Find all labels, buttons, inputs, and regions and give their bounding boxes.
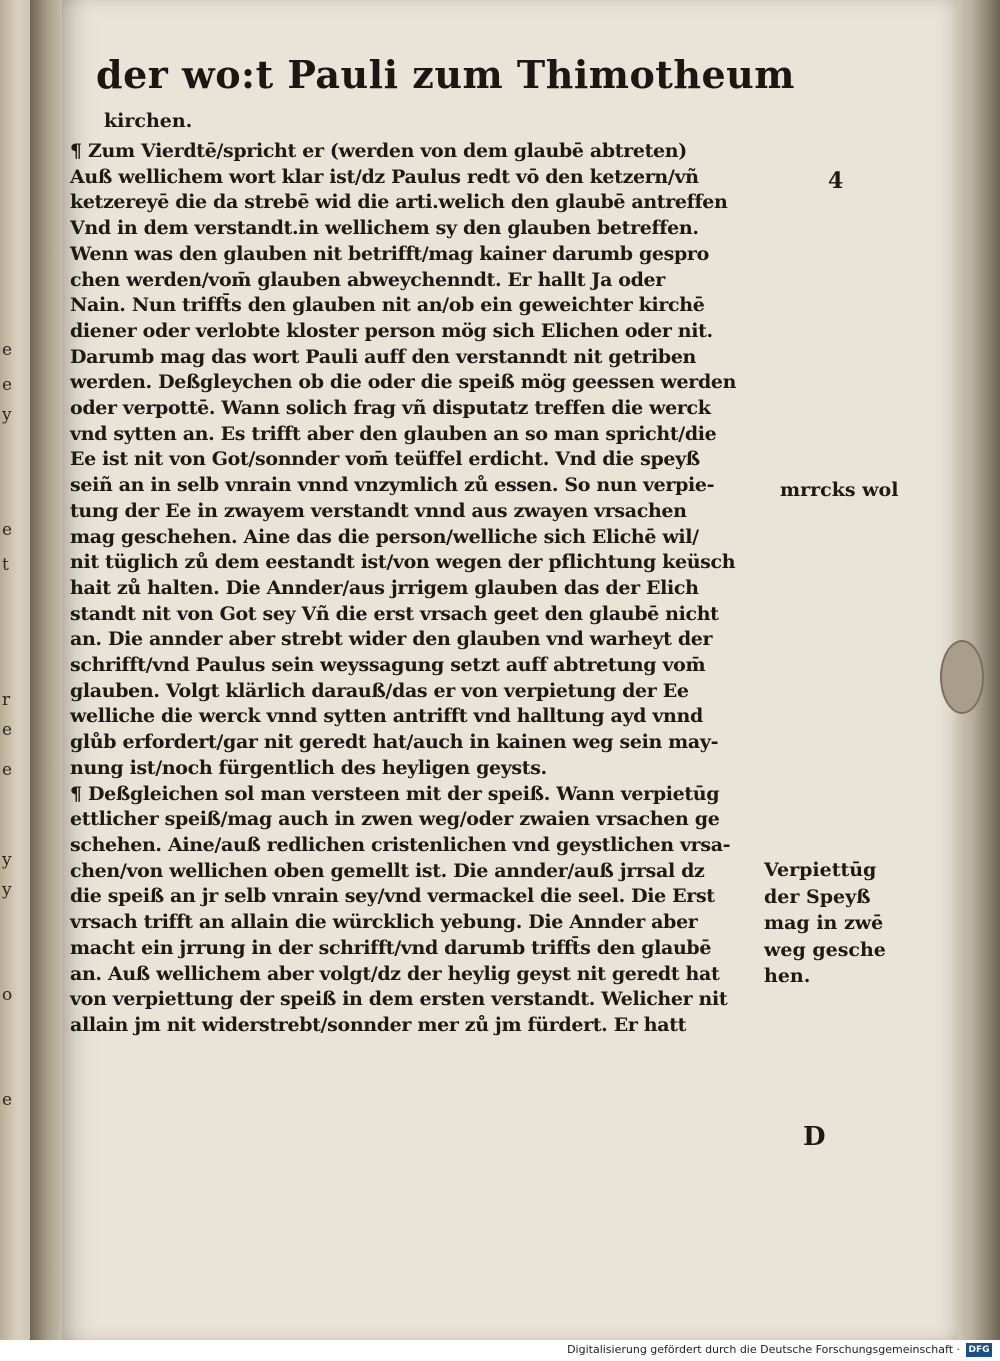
body-text-block bbox=[70, 139, 770, 1039]
body-line: nit tüglich zů dem eestandt ist/von wegen der pflichtung keüsch bbox=[70, 551, 736, 574]
body-line: welliche die werck vnnd sytten antrifft vnd halltung ayd vnnd bbox=[70, 705, 703, 728]
body-line: Darumb mag das wort Pauli auff den verstanndt nit getriben bbox=[70, 345, 697, 368]
body-line: seiñ an in selb vnrain vnnd vnzymlich zů essen. So nun verpie- bbox=[70, 474, 715, 497]
body-line: Ee ist nit von Got/sonnder vom̄ teüffel erdicht. Vnd die speyß bbox=[70, 448, 700, 471]
body-line: Wenn was den glauben nit betrifft/mag kainer darumb gespro bbox=[70, 242, 709, 265]
marginal-note-line: mrrcks wol bbox=[780, 479, 899, 501]
footer-credit: Digitalisierung gefördert durch die Deutsche Forschungsgemeinschaft · bbox=[567, 1343, 960, 1356]
body-line: standt nit von Got sey Vñ die erst vrsach geet den glaubē nicht bbox=[70, 602, 719, 625]
facing-page-fragment: r bbox=[2, 690, 11, 710]
facing-page-fragment: e bbox=[2, 1090, 13, 1110]
body-line: ¶ Zum Vierdtē/spricht er (werden von dem glaubē abtreten) bbox=[70, 140, 687, 162]
marginal-note-line: hen. bbox=[764, 965, 811, 987]
body-line: von verpiettung der speiß in dem ersten verstandt. Welicher nit bbox=[70, 988, 728, 1011]
body-line: Vnd in dem verstandt.in wellichem sy den glauben betreffen. bbox=[70, 217, 699, 240]
body-line: oder verpottē. Wann solich frag vñ disputatz treffen die werck bbox=[70, 397, 711, 420]
body-line: nung ist/noch fürgentlich des heyligen geysts. bbox=[70, 756, 547, 779]
page-clasp bbox=[940, 640, 984, 714]
signature-letter: D bbox=[803, 1122, 826, 1152]
facing-page-fragment: e bbox=[2, 375, 13, 395]
marginal-note-1 bbox=[780, 477, 898, 504]
dfg-logo: DFG bbox=[966, 1343, 992, 1357]
body-line: tung der Ee in zwayem verstandt vnnd aus zwayen vrsachen bbox=[70, 499, 687, 522]
marginal-note-2 bbox=[764, 857, 886, 990]
body-line: vnd sytten an. Es trifft aber den glauben an so man spricht/die bbox=[70, 422, 717, 445]
body-line: Nain. Nun trifft̄s den glauben nit an/ob ein geweichter kirchē bbox=[70, 294, 705, 317]
body-line: hait zů halten. Die Annder/aus jrrigem glauben das der Elich bbox=[70, 576, 699, 599]
body-line: glůb erfordert/gar nit geredt hat/auch in kainen weg sein may- bbox=[70, 731, 719, 754]
facing-page-edge bbox=[0, 0, 30, 1345]
body-line: ettlicher speiß/mag auch in zwen weg/oder zwaien vrsachen ge bbox=[70, 808, 720, 831]
facing-page-fragment: t bbox=[2, 555, 9, 575]
body-line: an. Auß wellichem aber volgt/dz der heylig geyst nit geredt hat bbox=[70, 962, 720, 985]
marginal-note-line: der Speyß bbox=[764, 885, 871, 908]
facing-page-fragment: y bbox=[2, 405, 12, 425]
marginal-note-line: mag in zwē bbox=[764, 912, 884, 934]
body-line: die speiß an jr selb vnrain sey/vnd vermackel die seel. Die Erst bbox=[70, 885, 715, 908]
facing-page-fragment: o bbox=[2, 985, 13, 1005]
facing-page-fragment: e bbox=[2, 760, 13, 780]
body-line: allain jm nit widerstrebt/sonnder mer zů jm fürdert. Er hatt bbox=[70, 1013, 687, 1036]
body-line: an. Die annder aber strebt wider den glauben vnd warheyt der bbox=[70, 628, 713, 651]
catchword-top: kirchen. bbox=[104, 110, 193, 132]
running-title: der wo:t Pauli zum Thimotheum bbox=[96, 52, 796, 97]
body-line: macht ein jrrung in der schrifft/vnd darumb trifft̄s den glaubē bbox=[70, 936, 712, 959]
facing-page-fragment: y bbox=[2, 850, 12, 870]
body-line: glauben. Volgt klärlich darauß/das er von verpietung der Ee bbox=[70, 679, 689, 702]
marginal-note-line: weg gesche bbox=[764, 938, 886, 961]
body-line: ketzereyē die da strebē wid die arti.welich den glaubē antreffen bbox=[70, 191, 728, 214]
digitization-footer bbox=[0, 1340, 1000, 1361]
body-line: schehen. Aine/auß redlichen cristenlichen vnd geystlichen vrsa- bbox=[70, 833, 731, 856]
facing-page-fragment: e bbox=[2, 720, 13, 740]
facing-page-fragment: e bbox=[2, 340, 13, 360]
marginal-note-line: Verpiettūg bbox=[764, 859, 877, 881]
body-line: schrifft/vnd Paulus sein weyssagung setzt auff abtretung vom̄ bbox=[70, 654, 706, 677]
signature-number: 4 bbox=[828, 168, 844, 194]
body-line: chen werden/vom̄ glauben abweychenndt. Er hallt Ja oder bbox=[70, 268, 665, 291]
body-line: vrsach trifft an allain die würcklich yebung. Die Annder aber bbox=[70, 911, 698, 934]
body-line: diener oder verlobte kloster person mög sich Elichen oder nit. bbox=[70, 319, 713, 342]
body-line: ¶ Deßgleichen sol man versteen mit der speiß. Wann verpietūg bbox=[70, 782, 720, 805]
facing-page-fragment: e bbox=[2, 520, 13, 540]
body-line: Auß wellichem wort klar ist/dz Paulus redt vō den ketzern/vñ bbox=[70, 165, 699, 188]
body-line: mag geschehen. Aine das die person/welliche sich Elichē wil/ bbox=[70, 525, 699, 548]
body-line: werden. Deßgleychen ob die oder die speiß mög geessen werden bbox=[70, 371, 737, 394]
facing-page-fragment: y bbox=[2, 880, 12, 900]
body-line: chen/von wellichen oben gemellt ist. Die annder/auß jrrsal dz bbox=[70, 859, 705, 882]
